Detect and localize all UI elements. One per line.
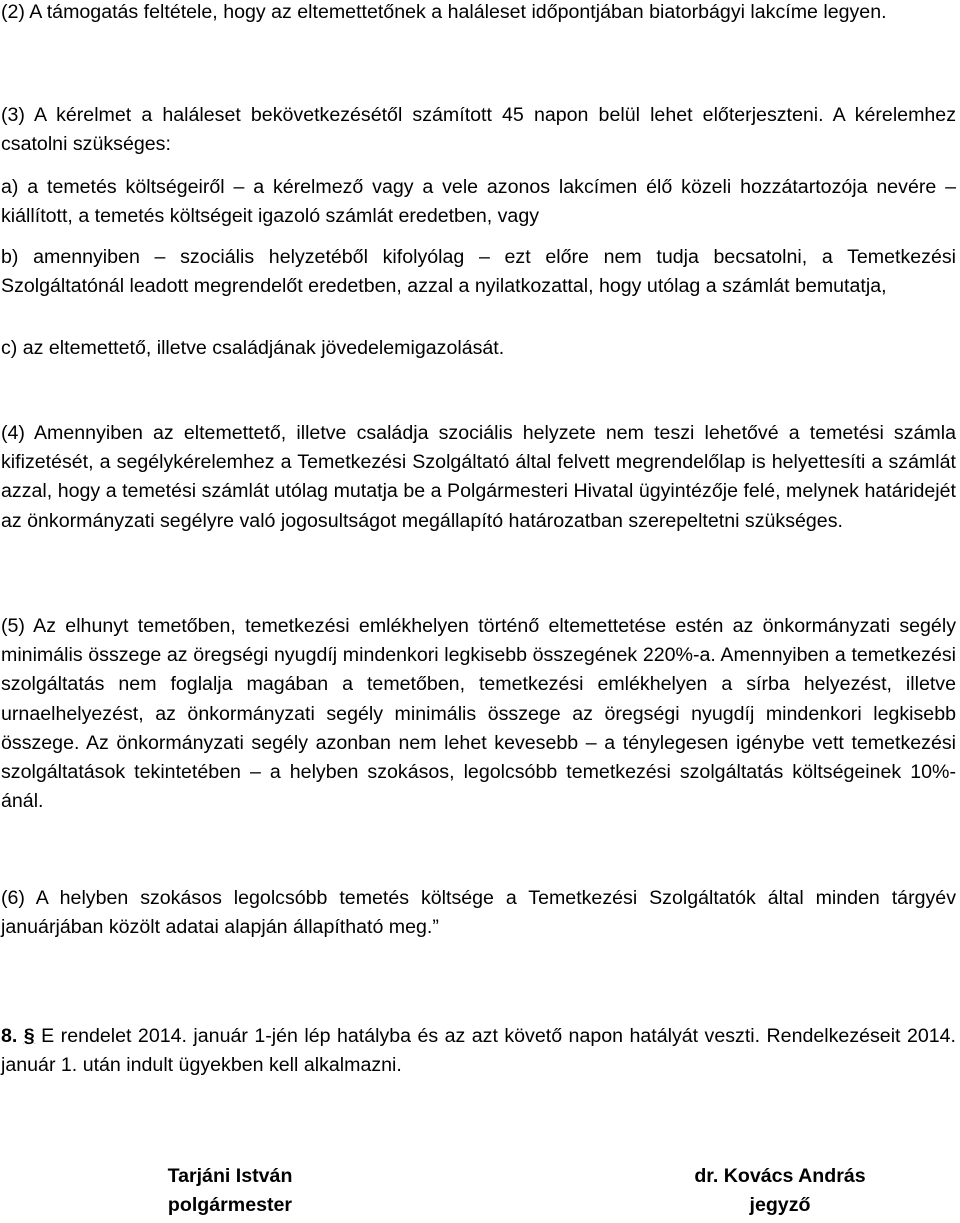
paragraph-3: (3) A kérelmet a haláleset bekövetkezésétől számított 45 napon belül lehet előterjeszteni. A kérelemhez csatolni szükséges:	[1, 104, 956, 156]
paragraph-3-b: b) amennyiben – szociális helyzetéből kifolyólag – ezt előre nem tudja becsatolni, a Temetkezési Szolgáltatónál leadott megrendelőt eredetben, azzal a nyilatkozattal, hogy utólag a számlát bemutatja,	[1, 246, 956, 298]
section-number: 8.	[1, 1025, 18, 1047]
signature-left-name: Tarjáni István	[167, 1165, 293, 1187]
paragraph-4: (4) Amennyiben az eltemettető, illetve családja szociális helyzete nem teszi lehetővé a temetési számla kifizetését, a segélykérelemhez a Temetkezési Szolgáltató által felvett megrendelőlap is helyettesíti a számlát azzal, hogy a temetési számlát utólag mutatja be a Polgármesteri Hivatal ügyintézője felé, melynek határidejét az önkormányzati segélyre való jogosultságot megállapító határozatban szerepeltetni szükséges.	[1, 422, 956, 532]
paragraph-5: (5) Az elhunyt temetőben, temetkezési emlékhelyen történő eltemettetése estén az önkormányzati segély minimális összege az öregségi nyugdíj mindenkori legkisebb összegének 220%-a. Amennyiben a temetkezési szolgáltatás nem foglalja magában a temetőben, temetkezési emlékhelyen a sírba helyezést, illetve urnaelhelyezést, az önkormányzati segély minimális összege az öregségi nyugdíj mindenkori legkisebb összege. Az önkormányzati segély azonban nem lehet kevesebb – a ténylegesen igénybe vett temetkezési szolgáltatások tekintetében – a helyben szokásos, legolcsóbb temetkezési szolgáltatás költségeinek 10%-ánál.	[1, 615, 956, 813]
section-sign: §	[23, 1025, 35, 1047]
signature-right-title: jegyző	[749, 1194, 811, 1216]
paragraph-6: (6) A helyben szokásos legolcsóbb temetés költsége a Temetkezési Szolgáltatók által minden tárgyév januárjában közölt adatai alapján állapítható meg.”	[1, 887, 956, 939]
signature-right-name: dr. Kovács András	[694, 1165, 866, 1187]
signature-right	[655, 1162, 905, 1220]
signature-left	[120, 1162, 340, 1220]
paragraph-2: (2) A támogatás feltétele, hogy az eltemettetőnek a haláleset időpontjában biatorbágyi lakcíme legyen.	[1, 1, 887, 23]
paragraph-3-a: a) a temetés költségeiről – a kérelmező vagy a vele azonos lakcímen élő közeli hozzátartozója nevére – kiállított, a temetés költségeit igazoló számlát eredetben, vagy	[1, 176, 956, 228]
section-8	[1, 1022, 956, 1080]
signature-left-title: polgármester	[167, 1194, 293, 1216]
section-8-text: E rendelet 2014. január 1-jén lép hatályba és az azt követő napon hatályát veszti. Rendelkezéseit 2014. január 1. után indult ügyekben kell alkalmazni.	[1, 1025, 956, 1077]
paragraph-3-c: c) az eltemettető, illetve családjának jövedelemigazolását.	[1, 337, 505, 359]
